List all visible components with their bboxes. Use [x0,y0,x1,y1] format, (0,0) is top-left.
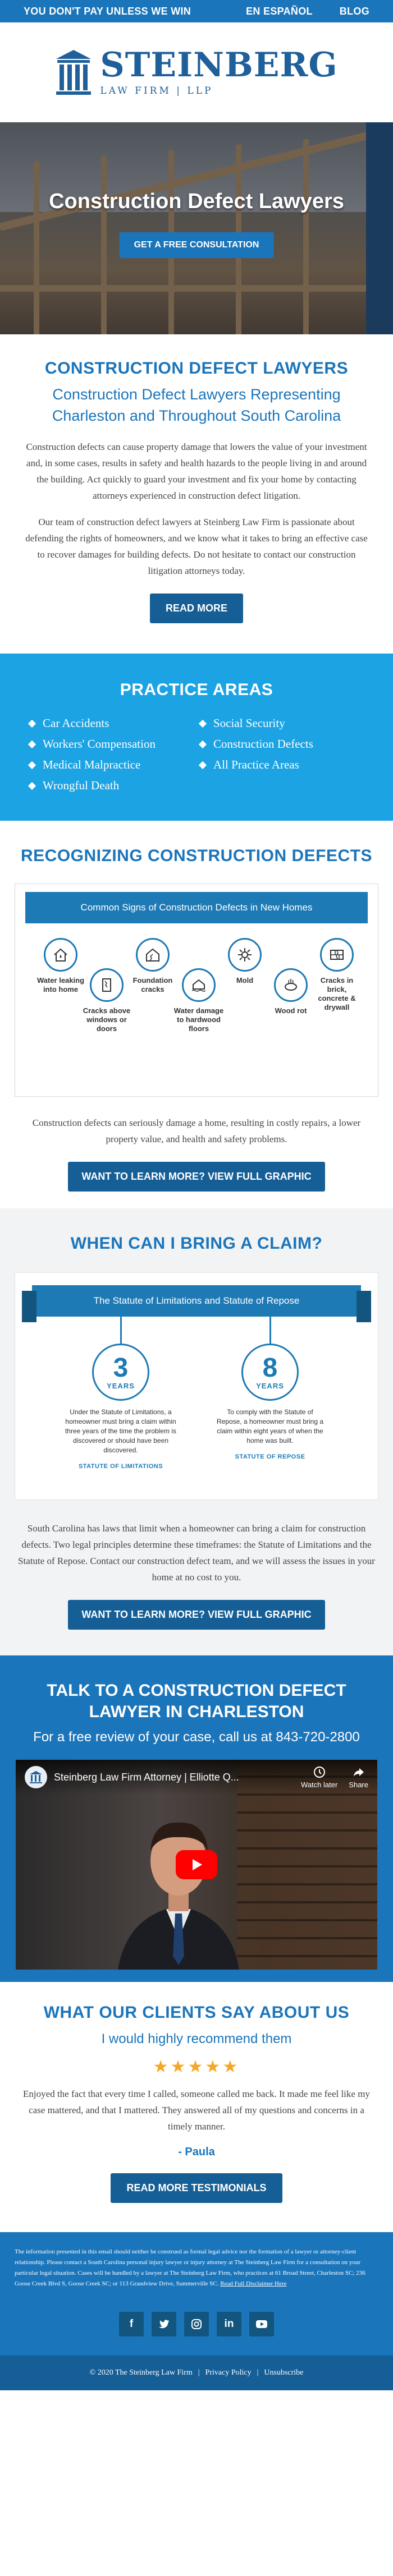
practice-item-all-practice-areas[interactable] [200,758,371,772]
intro-paragraph-1: Construction defects can cause property damage that lowers the value of your investment and, in some cases, results in safety and health hazards to the people living in and around the building. Act quickly to guard your investment and fix your home by contacting attorneys experienced in construction defect litigation. [26,441,367,501]
infographic-ribbon: Common Signs of Construction Defects in New Homes [25,892,368,923]
practice-item-construction-defects[interactable] [200,737,371,751]
review-title: I would highly recommend them [101,2031,292,2046]
video-title[interactable]: Steinberg Law Firm Attorney | Elliotte Q... [54,1771,239,1783]
practice-item-wrongful-death[interactable] [29,779,200,793]
review-text: Enjoyed the fact that every time I called, someone called me back. It made me feel like my case mattered, and that I mattered. They answered all of my questions and concerns in a timely manner. [23,2089,370,2132]
brick-crack-icon [320,938,354,972]
share-label: Share [349,1780,368,1789]
connector-line [269,1317,271,1344]
recognizing-text: Construction defects can seriously damage a home, resulting in costly repairs, a lower property value, and health and safety problems. [32,1117,361,1144]
sign-label: Water damage to hardwood floors [173,1006,224,1033]
blog-link[interactable]: BLOG [339,5,369,17]
instagram-camera-icon [191,2319,202,2330]
twitter-icon[interactable] [152,2312,176,2336]
privacy-policy-link[interactable]: Privacy Policy [205,2368,252,2377]
hero-overlay [0,122,393,334]
unsubscribe-link[interactable]: Unsubscribe [264,2368,304,2377]
sign-foundation-cracks [127,938,178,994]
share-icon [353,1766,365,1778]
youtube-icon[interactable] [249,2312,274,2336]
watch-later-label: Watch later [301,1780,338,1789]
practice-item-workers-comp[interactable] [29,737,200,751]
view-graphic-button-2[interactable]: WANT TO LEARN MORE? VIEW FULL GRAPHIC [68,1600,325,1630]
disclaimer-link[interactable]: Read Full Disclaimer Here [220,2280,287,2287]
reviews-heading: WHAT OUR CLIENTS SAY ABOUT US [43,2003,350,2022]
door-crack-icon [90,968,124,1002]
years-unit: YEARS [256,1381,284,1390]
practice-item-label: Workers' Compensation [43,737,156,751]
sign-label: Wood rot [275,1006,307,1015]
practice-areas-list [22,716,371,793]
intro-heading: CONSTRUCTION DEFECT LAWYERS [44,359,349,378]
sign-label: Cracks above windows or doors [83,1006,131,1033]
practice-areas-section [0,654,393,821]
sign-water-leaking [35,938,86,994]
three-years-badge [92,1344,149,1401]
talk-section [0,1655,393,1982]
reviewer-name: - Paula [178,2146,215,2158]
years-unit: YEARS [107,1381,135,1390]
logo-subtitle: LAW FIRM | LLP [100,85,213,96]
channel-avatar-icon[interactable] [25,1766,47,1788]
intro-subheading: Construction Defect Lawyers Representing Charleston and Throughout South Carolina [52,386,341,424]
recognizing-section [0,821,393,1208]
bullet-icon [199,761,207,769]
youtube-play-icon [255,2320,268,2329]
intro-paragraph-2: Our team of construction defect lawyers at Steinberg Law Firm is passionate about defending the rights of homeowners, and we know what it takes to bring an effective case to recover damages for building defects. Do not hesitate to contact our construction litigation attorneys today. [25,517,368,576]
connector-line [120,1317,122,1344]
separator: | [257,2368,259,2377]
foundation-crack-icon [136,938,170,972]
star-rating: ★★★★★ [153,2058,240,2076]
play-icon [189,1857,204,1872]
spanish-link[interactable]: EN ESPAÑOL [246,5,313,17]
years-number: 8 [262,1353,278,1383]
free-consultation-button[interactable]: GET A FREE CONSULTATION [120,232,274,258]
social-links [15,2312,378,2336]
footer [0,2232,393,2390]
sign-label: Foundation cracks [132,976,173,993]
wood-rot-icon [274,968,308,1002]
attorney-figure [106,1799,252,1970]
disclaimer [15,2247,378,2289]
claim-heading: WHEN CAN I BRING A CLAIM? [70,1234,323,1253]
practice-areas-heading: PRACTICE AREAS [120,680,273,699]
talk-heading: TALK TO A CONSTRUCTION DEFECT LAWYER IN CHARLESTON [47,1681,346,1721]
play-button[interactable] [176,1850,217,1879]
recognizing-heading: RECOGNIZING CONSTRUCTION DEFECTS [20,847,372,865]
claim-section [0,1208,393,1655]
reviews-section [0,1982,393,2232]
top-bar [0,0,393,22]
statute-limitations-text: Under the Statute of Limitations, a homeowner must bring a claim within three years of the time the problem is discovered or should have been discovered. [65,1408,177,1454]
sign-mold [220,938,270,985]
clock-icon [313,1766,326,1778]
house-water-icon [44,938,77,972]
statute-repose-text: To comply with the Statute of Repose, a homeowner must bring a claim within eight years of when the home was built. [216,1408,324,1445]
sign-label: Mold [236,976,254,985]
eight-years-badge [241,1344,299,1401]
sign-label: Water leaking into home [36,976,85,993]
logo-name: STEINBERG [100,45,338,85]
bullet-icon [28,761,36,769]
sign-cracks-brick [312,938,362,1012]
bullet-icon [28,719,36,727]
copyright: © 2020 The Steinberg Law Firm [89,2368,193,2377]
practice-item-social-security[interactable] [200,716,371,730]
sign-label: Cracks in brick, concrete & drywall [318,976,356,1011]
statute-repose-column [208,1317,332,1460]
twitter-bird-icon [158,2319,170,2329]
read-more-button[interactable]: READ MORE [150,594,243,623]
practice-item-car-accidents[interactable] [29,716,200,730]
video-header [16,1760,377,1795]
bullet-icon [199,740,207,748]
view-graphic-button[interactable]: WANT TO LEARN MORE? VIEW FULL GRAPHIC [68,1162,325,1192]
sign-water-damage-floors [173,968,224,1033]
read-testimonials-button[interactable]: READ MORE TESTIMONIALS [111,2173,282,2203]
practice-item-label: Construction Defects [213,737,313,751]
bullet-icon [28,781,36,789]
pillar-logo-icon [55,49,92,96]
disclaimer-text: The information presented in this email should neither be construed as formal legal advice nor the formation of a lawyer or attorney-client relationship. Please contact a South Carolina personal injury lawyer or injury attorney at The Steinberg Law Firm for a consultation on your particular legal situation. Cases will be handled by a lawyer at The Steinberg Law Firm, who practices at 61 Broad Street, Charleston SC; 236 Goose Creek Blvd S, Goose Creek SC; or 113 Grandview Drive, Summerville SC. [15,2248,365,2287]
video-embed[interactable] [16,1760,377,1970]
statute-infographic[interactable] [15,1272,378,1500]
statute-limitations-label: STATUTE OF LIMITATIONS [78,1463,163,1470]
watch-later-button[interactable] [301,1766,337,1789]
logo[interactable] [55,45,338,96]
intro-section [0,334,393,654]
practice-item-label: Wrongful Death [43,779,120,792]
claim-text: South Carolina has laws that limit when a homeowner can bring a claim for construction defects. Two legal principles determine these timeframes: the Statute of Limitations and the Statute of Repose. Contact our construction defect team, and we will assess the issues in your home at no cost to you. [18,1523,375,1583]
hero-title: Construction Defect Lawyers [49,190,344,213]
separator: | [198,2368,200,2377]
statute-ribbon: The Statute of Limitations and Statute of Repose [32,1285,361,1317]
statute-limitations-column [59,1317,182,1470]
logo-area [0,22,393,122]
house-flood-icon [182,968,216,1002]
footer-bar [0,2356,393,2390]
statute-repose-label: STATUTE OF REPOSE [235,1453,305,1460]
hero-banner [0,122,393,334]
practice-item-label: Social Security [213,716,285,730]
practice-item-label: All Practice Areas [213,758,299,771]
bullet-icon [199,719,207,727]
hero-stripe [366,122,393,334]
practice-item-label: Medical Malpractice [43,758,141,771]
defects-infographic[interactable] [15,884,378,1097]
no-fee-link[interactable]: YOU DON'T PAY UNLESS WE WIN [24,5,191,17]
facebook-icon[interactable]: f [119,2312,144,2336]
practice-item-medical-malpractice[interactable] [29,758,200,772]
linkedin-icon[interactable]: in [217,2312,241,2336]
mold-icon [228,938,262,972]
call-text[interactable]: For a free review of your case, call us at 843-720-2800 [33,1729,360,1745]
share-button[interactable] [349,1766,368,1789]
instagram-icon[interactable] [184,2312,209,2336]
bullet-icon [28,740,36,748]
years-number: 3 [113,1353,129,1383]
sign-cracks-windows [81,968,132,1033]
practice-item-label: Car Accidents [43,716,109,730]
sign-wood-rot [266,968,316,1015]
